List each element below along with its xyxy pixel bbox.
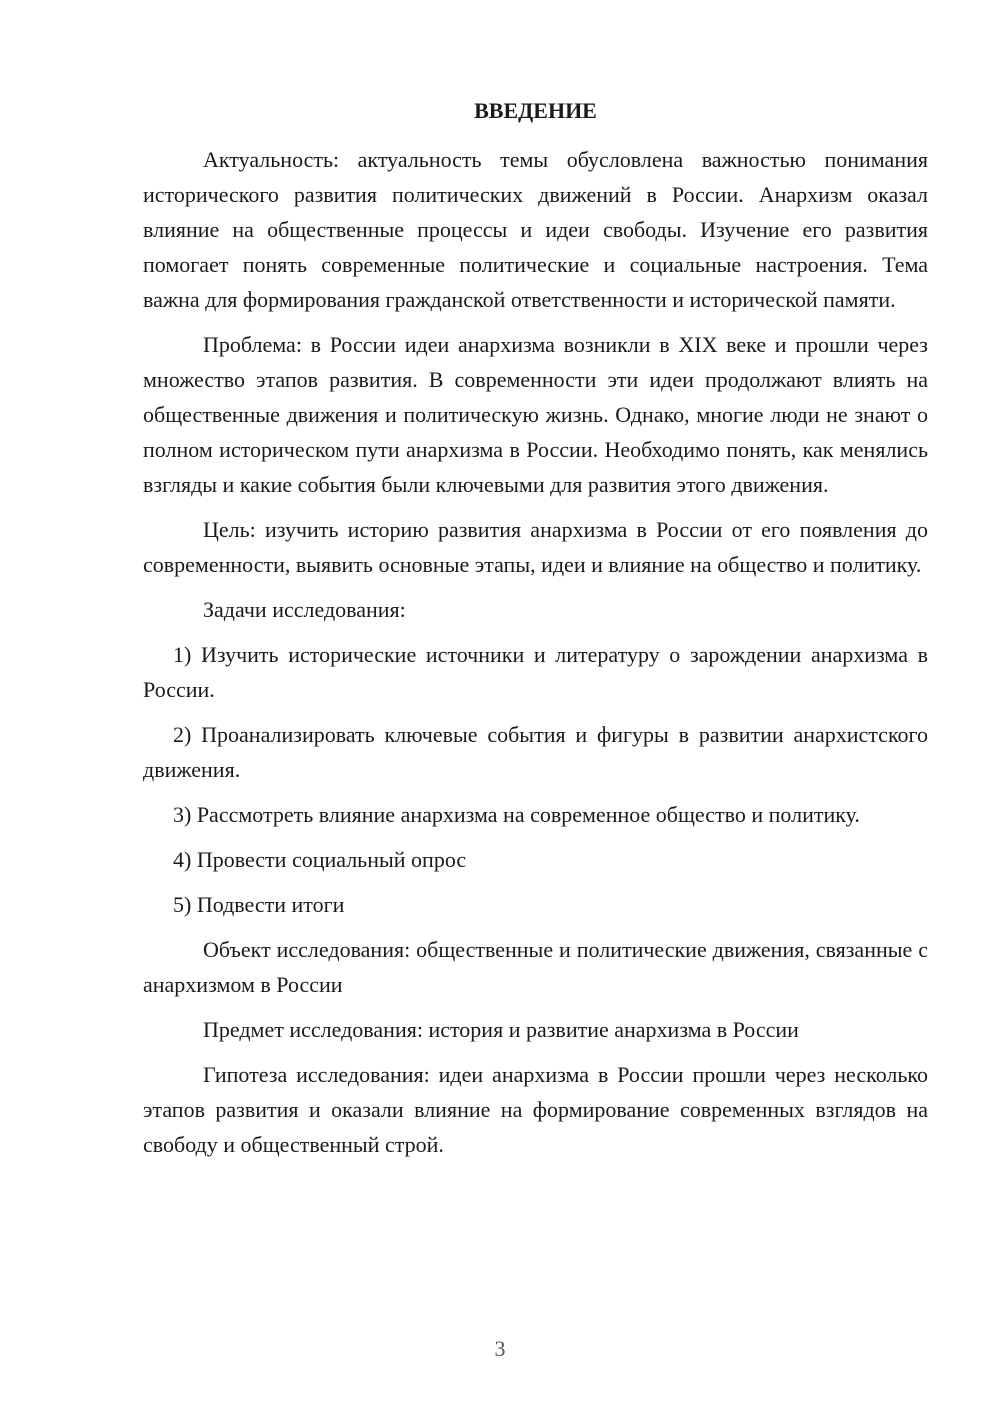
paragraph-goal: Цель: изучить историю развития анархизма в России от его появления до современности, выявить основные этапы, идеи и влияние на общество и политику. bbox=[143, 517, 928, 577]
page-number: 3 bbox=[494, 1336, 506, 1361]
task-item-2: 2) Проанализировать ключевые события и фигуры в развитии анархистского движения. bbox=[143, 722, 928, 782]
paragraph-object: Объект исследования: общественные и политические движения, связанные с анархизмом в России bbox=[143, 937, 928, 997]
paragraph-hypothesis: Гипотеза исследования: идеи анархизма в России прошли через несколько этапов развития и оказали влияние на формирование современных взглядов на свободу и общественный строй. bbox=[143, 1062, 928, 1157]
paragraph-problem: Проблема: в России идеи анархизма возникли в XIX веке и прошли через множество этапов развития. В современности эти идеи продолжают влиять на общественные движения и политическую жизнь. Однако, многие люди не знают о полном историческом пути анархизма в России. Необходимо понять, как менялись взгляды и какие события были ключевыми для развития этого движения. bbox=[143, 332, 928, 497]
page-title: ВВЕДЕНИЕ bbox=[474, 98, 597, 123]
tasks-heading: Задачи исследования: bbox=[203, 597, 406, 622]
paragraph-subject: Предмет исследования: история и развитие анархизма в России bbox=[203, 1017, 799, 1042]
task-item-3: 3) Рассмотреть влияние анархизма на современное общество и политику. bbox=[173, 802, 860, 827]
paragraph-relevance: Актуальность: актуальность темы обусловлена важностью понимания исторического развития политических движений в России. Анархизм оказал влияние на общественные процессы и идеи свободы. Изучение его развития помогает понять современные политические и социальные настроения. Тема важна для формирования гражданской ответственности и исторической памяти. bbox=[143, 147, 928, 312]
task-item-4: 4) Провести социальный опрос bbox=[173, 847, 467, 872]
task-item-5: 5) Подвести итоги bbox=[173, 892, 345, 917]
task-item-1: 1) Изучить исторические источники и литературу о зарождении анархизма в России. bbox=[143, 642, 928, 702]
page-content bbox=[143, 93, 928, 1172]
